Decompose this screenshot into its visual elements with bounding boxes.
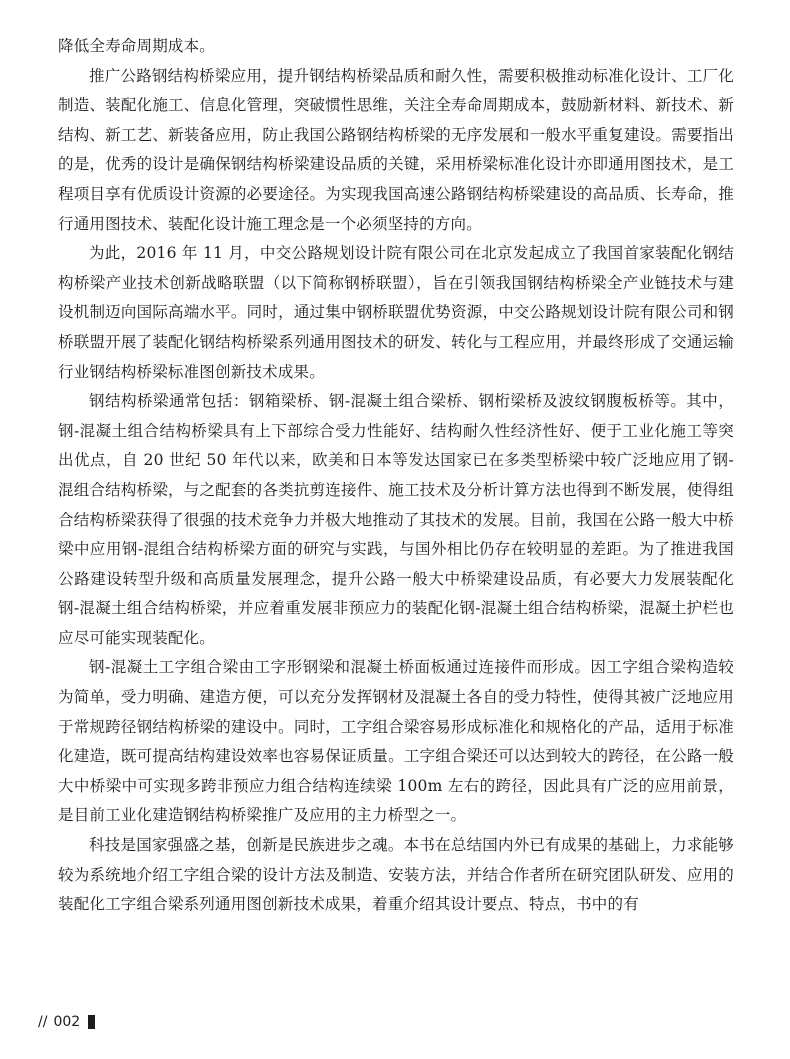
- footer-block-mark: [88, 1015, 95, 1029]
- page-footer: [38, 1014, 95, 1030]
- paragraph-6: 科技是国家强盛之基，创新是民族进步之魂。本书在总结国内外已有成果的基础上，力求能够较为系统地介绍工字组合梁的设计方法及制造、安装方法，并结合作者所在研究团队研发、应用的装配化工字组合梁系列通用图创新技术成果，着重介绍其设计要点、特点，书中的有: [58, 836, 734, 914]
- paragraph-4: 钢结构桥梁通常包括：钢箱梁桥、钢-混凝土组合梁桥、钢桁梁桥及波纹钢腹板桥等。其中，钢-混凝土组合结构桥梁具有上下部综合受力性能好、结构耐久性经济性好、便于工业化施工等突出优点，自 20 世纪 50 年代以来，欧美和日本等发达国家已在多类型桥梁中较广泛地应用了钢-混组合结构桥梁，与之配套的各类抗剪连接件、施工技术及分析计算方法也得到不断发展，使得组合结构桥梁获得了很强的技术竞争力并极大地推动了其技术的发展。目前，我国在公路一般大中桥梁中应用钢-混组合结构桥梁方面的研究与实践，与国外相比仍存在较明显的差距。为了推进我国公路建设转型升级和高质量发展理念，提升公路一般大中桥梁建设品质，有必要大力发展装配化钢-混凝土组合结构桥梁，并应着重发展非预应力的装配化钢-混凝土组合结构桥梁，混凝土护栏也应尽可能实现装配化。: [58, 392, 734, 647]
- page-number: 002: [53, 1014, 81, 1030]
- footer-prefix: //: [38, 1014, 48, 1030]
- paragraph-2: 推广公路钢结构桥梁应用，提升钢结构桥梁品质和耐久性，需要积极推动标准化设计、工厂化制造、装配化施工、信息化管理，突破惯性思维，关注全寿命周期成本，鼓励新材料、新技术、新结构、新工艺、新装备应用，防止我国公路钢结构桥梁的无序发展和一般水平重复建设。需要指出的是，优秀的设计是确保钢结构桥梁建设品质的关键，采用桥梁标准化设计亦即通用图技术，是工程项目享有优质设计资源的必要途径。为实现我国高速公路钢结构桥梁建设的高品质、长寿命，推行通用图技术、装配化设计施工理念是一个必须坚持的方向。: [58, 66, 734, 233]
- paragraph-5: 钢-混凝土工字组合梁由工字形钢梁和混凝土桥面板通过连接件而形成。因工字组合梁构造较为简单，受力明确、建造方便，可以充分发挥钢材及混凝土各自的受力特性，使得其被广泛地应用于常规跨径钢结构桥梁的建设中。同时，工字组合梁容易形成标准化和规格化的产品，适用于标准化建造，既可提高结构建设效率也容易保证质量。工字组合梁还可以达到较大的跨径，在公路一般大中桥梁中可实现多跨非预应力组合结构连续梁 100m 左右的跨径，因此具有广泛的应用前景，是目前工业化建造钢结构桥梁推广及应用的主力桥型之一。: [58, 658, 734, 825]
- page-body: [58, 32, 734, 920]
- paragraph-3: 为此，2016 年 11 月，中交公路规划设计院有限公司在北京发起成立了我国首家装配化钢结构桥梁产业技术创新战略联盟（以下简称钢桥联盟），旨在引领我国钢结构桥梁全产业链技术与建设机制迈向国际高端水平。同时，通过集中钢桥联盟优势资源，中交公路规划设计院有限公司和钢桥联盟开展了装配化钢结构桥梁系列通用图技术的研发、转化与工程应用，并最终形成了交通运输行业钢结构桥梁标准图创新技术成果。: [58, 244, 734, 381]
- paragraph-1: 降低全寿命周期成本。: [58, 37, 216, 55]
